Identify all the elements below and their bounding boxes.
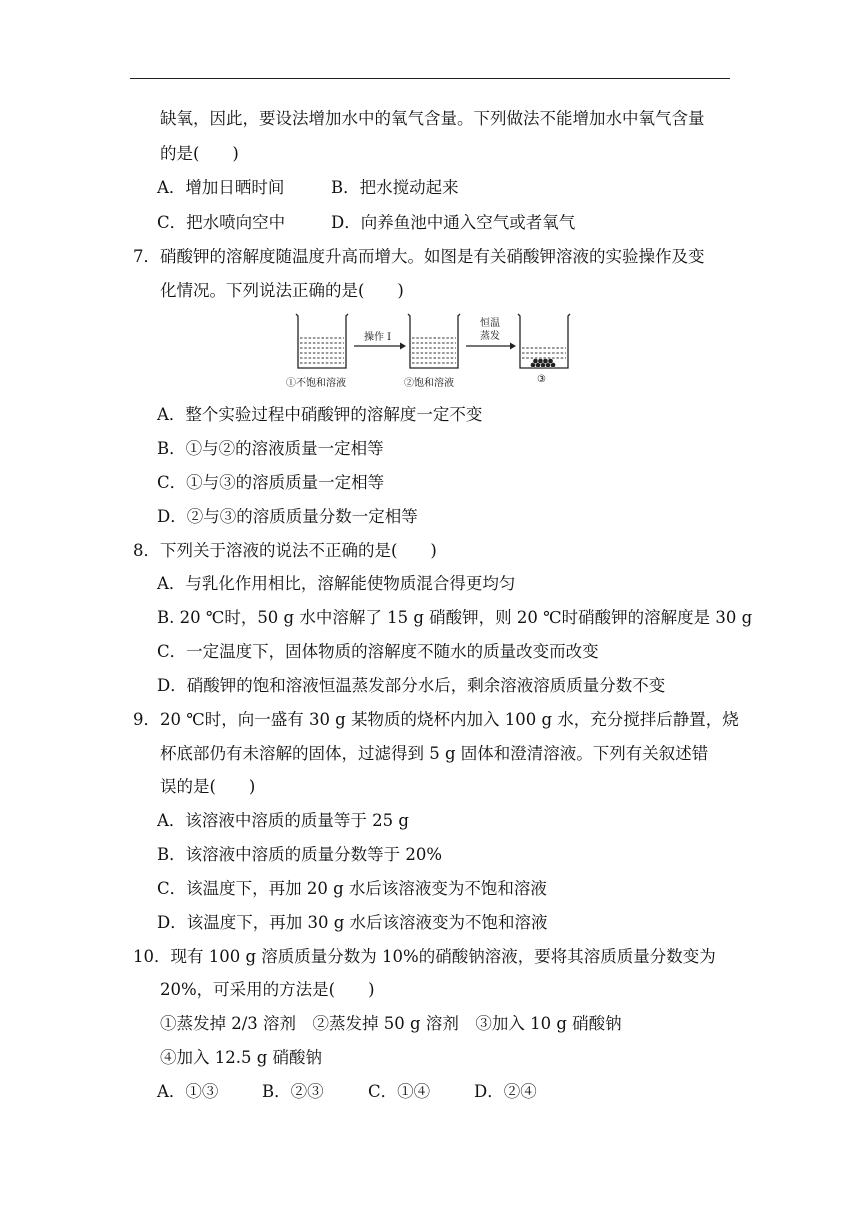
- q10-method-line-2: ④加入 12.5 g 硝酸钠: [160, 1048, 323, 1067]
- q7-option-d: D．②与③的溶质质量分数一定相等: [157, 507, 418, 526]
- beaker-diagram: [282, 308, 572, 378]
- q9-stem-line-2: 杯底部仍有未溶解的固体，过滤得到 5 g 固体和澄清溶液。下列有关叙述错: [160, 744, 709, 763]
- crystals: [530, 358, 555, 367]
- beaker-1: [296, 314, 348, 368]
- q10-option-b: B．②③: [262, 1082, 324, 1101]
- arrow-1-label: 操作 I: [364, 332, 392, 343]
- q10-stem-line-1: 10．现有 100 g 溶质质量分数为 10%的硝酸钠溶液，要将其溶质质量分数变为: [133, 947, 716, 966]
- beaker-2-label: ②饱和溶液: [404, 378, 454, 389]
- q7-option-b: B．①与②的溶液质量一定相等: [157, 439, 384, 458]
- q10-method-line-1: ①蒸发掉 2/3 溶剂 ②蒸发掉 50 g 溶剂 ③加入 10 g 硝酸钠: [160, 1014, 622, 1033]
- q6-option-b: B．把水搅动起来: [331, 178, 459, 197]
- q6-stem-line-2: 的是( ): [160, 144, 239, 163]
- q10-option-d: D．②④: [474, 1082, 537, 1101]
- q7-option-c: C．①与③的溶质质量一定相等: [157, 473, 385, 492]
- q9-stem-line-3: 误的是( ): [160, 777, 256, 796]
- beaker-1-label: ①不饱和溶液: [286, 378, 346, 389]
- q7-beaker-figure: [282, 308, 572, 392]
- q6-option-c: C．把水喷向空中: [157, 213, 286, 232]
- q9-stem-line-1: 9．20 ℃时，向一盛有 30 g 某物质的烧杯内加入 100 g 水，充分搅拌后静置，烧: [133, 710, 739, 729]
- arrow-2: [466, 343, 516, 350]
- q7-stem-line-2: 化情况。下列说法正确的是( ): [160, 281, 404, 300]
- q6-option-a: A．增加日晒时间: [157, 178, 285, 197]
- q6-option-d: D．向养鱼池中通入空气或者氧气: [331, 213, 576, 232]
- q6-stem-line-1: 缺氧，因此，要设法增加水中的氧气含量。下列做法不能增加水中氧气含量: [160, 109, 705, 128]
- q9-option-d: D．该温度下，再加 30 g 水后该溶液变为不饱和溶液: [157, 913, 548, 932]
- q7-option-a: A．整个实验过程中硝酸钾的溶解度一定不变: [157, 405, 483, 424]
- q10-option-a: A．①③: [157, 1082, 219, 1101]
- arrow-2-label-line-2: 蒸发: [480, 331, 500, 342]
- q9-option-a: A．该溶液中溶质的质量等于 25 g: [157, 811, 409, 830]
- arrow-2-label-line-1: 恒温: [480, 318, 500, 329]
- q8-option-a: A．与乳化作用相比，溶解能使物质混合得更均匀: [157, 574, 516, 593]
- q8-stem: 8．下列关于溶液的说法不正确的是( ): [133, 541, 437, 560]
- q10-option-c: C．①④: [368, 1082, 431, 1101]
- beaker-2: [408, 314, 460, 368]
- q7-stem-line-1: 7．硝酸钾的溶解度随温度升高而增大。如图是有关硝酸钾溶液的实验操作及变: [133, 247, 705, 266]
- q8-option-c: C．一定温度下，固体物质的溶解度不随水的质量改变而改变: [157, 642, 599, 661]
- q9-option-c: C．该温度下，再加 20 g 水后该溶液变为不饱和溶液: [157, 879, 547, 898]
- q8-option-d: D．硝酸钾的饱和溶液恒温蒸发部分水后，剩余溶液溶质质量分数不变: [157, 676, 666, 695]
- beaker-3-label: ③: [537, 374, 546, 385]
- q8-option-b: B. 20 ℃时，50 g 水中溶解了 15 g 硝酸钾，则 20 ℃时硝酸钾的溶解度是 30 g: [157, 608, 753, 627]
- header-rule: [130, 78, 730, 79]
- q9-option-b: B．该溶液中溶质的质量分数等于 20%: [157, 845, 443, 864]
- q10-stem-line-2: 20%，可采用的方法是( ): [160, 980, 375, 999]
